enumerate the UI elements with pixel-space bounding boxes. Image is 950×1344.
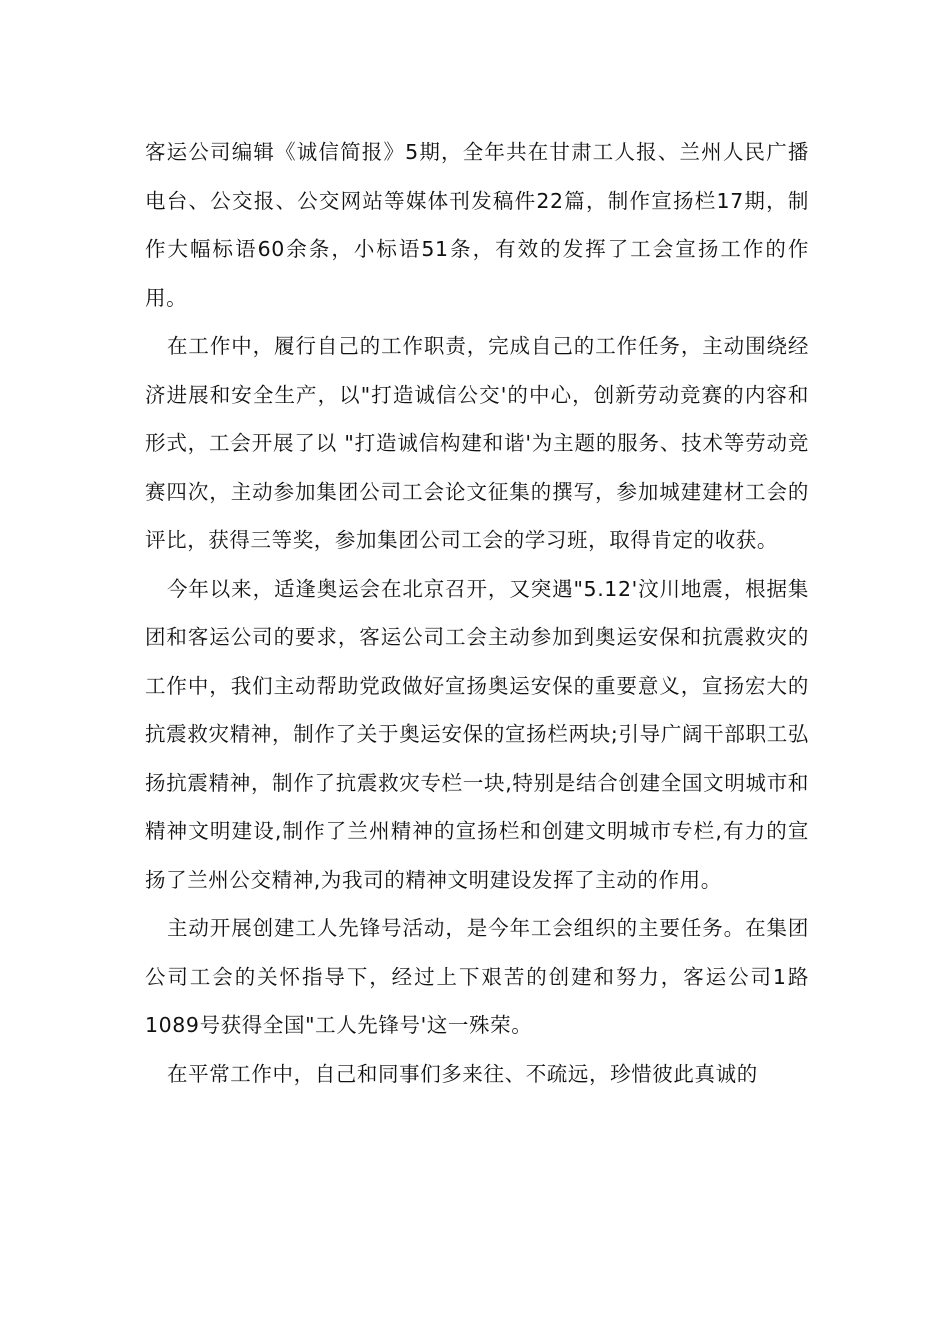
- body-text: [145, 128, 809, 1098]
- paragraph-5: 在平常工作中，自己和同事们多来往、不疏远，珍惜彼此真诚的: [167, 1061, 758, 1086]
- paragraph-4: 主动开展创建工人先锋号活动，是今年工会组织的主要任务。在集团公司工会的关怀指导下，经过上下艰苦的创建和努力，客运公司1路1089号获得全国"工人先锋号'这一殊荣。: [145, 916, 809, 1037]
- paragraph-3: 今年以来，适逢奥运会在北京召开，又突遇"5.12'汶川地震，根据集团和客运公司的要求，客运公司工会主动参加到奥运安保和抗震救灾的工作中，我们主动帮助党政做好宣扬奥运安保的重要意义，宣扬宏大的抗震救灾精神，制作了关于奥运安保的宣扬栏两块;引导广阔干部职工弘扬抗震精神，制作了抗震救灾专栏一块,特别是结合创建全国文明城市和精神文明建设,制作了兰州精神的宣扬栏和创建文明城市专栏,有力的宣扬了兰州公交精神,为我司的精神文明建设发挥了主动的作用。: [145, 576, 809, 892]
- paragraph-2: 在工作中，履行自己的工作职责，完成自己的工作任务，主动围绕经济进展和安全生产，以"打造诚信公交'的中心，创新劳动竞赛的内容和形式，工会开展了以 "打造诚信构建和谐'为主题的服务、技术等劳动竞赛四次，主动参加集团公司工会论文征集的撰写，参加城建建材工会的评比，获得三等奖，参加集团公司工会的学习班，取得肯定的收获。: [145, 334, 809, 552]
- paragraph-1: 客运公司编辑《诚信简报》5期，全年共在甘肃工人报、兰州人民广播电台、公交报、公交网站等媒体刊发稿件22篇，制作宣扬栏17期，制作大幅标语60余条，小标语51条，有效的发挥了工会宣扬工作的作用。: [145, 140, 809, 310]
